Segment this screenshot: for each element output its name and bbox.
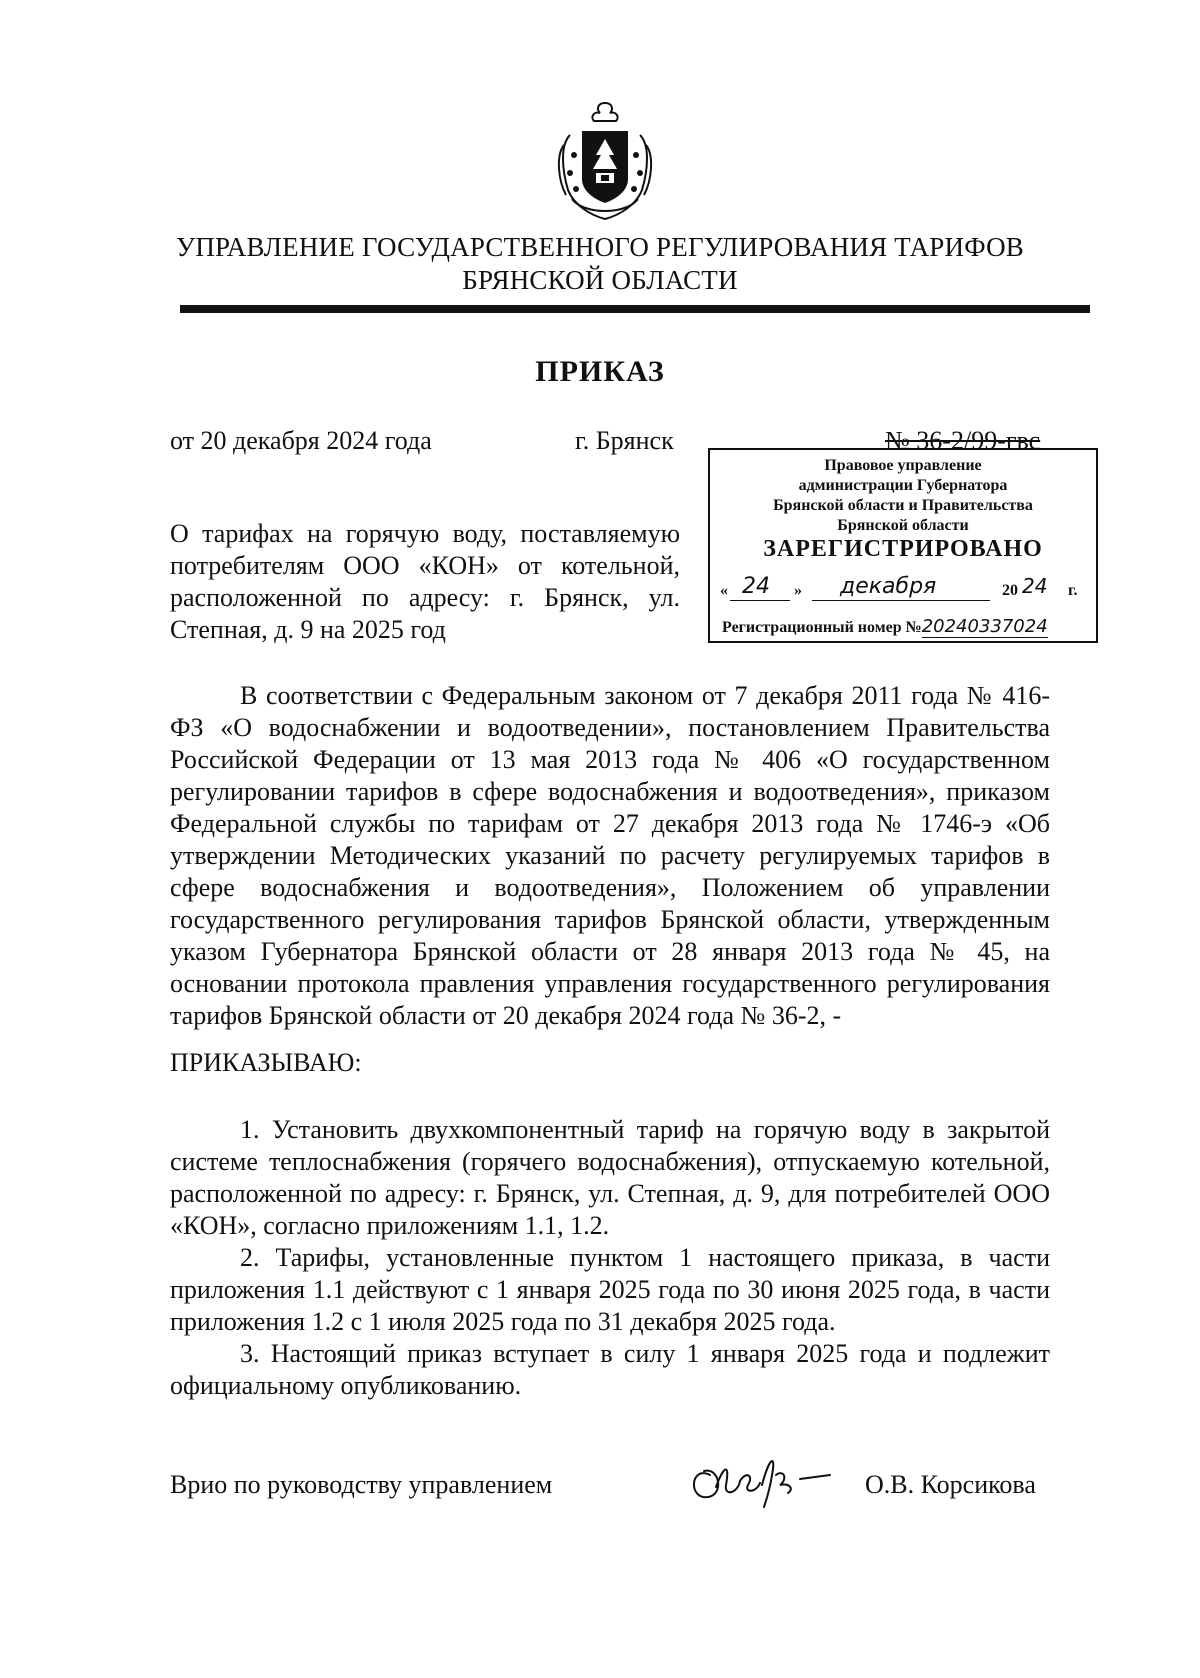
- handwritten-signature: [680, 1445, 850, 1515]
- org-name-line1: УПРАВЛЕНИЕ ГОСУДАРСТВЕННОГО РЕГУЛИРОВАНИЯ ТАРИФОВ: [176, 232, 1024, 262]
- signatory-position: Врио по руководству управлением: [170, 1470, 553, 1499]
- org-name-line2: БРЯНСКОЙ ОБЛАСТИ: [462, 265, 738, 295]
- stamp-year-suffix: 24: [1022, 574, 1048, 598]
- order-items: [170, 1114, 1050, 1402]
- order-item: 2. Тарифы, установленные пунктом 1 настоящего приказа, в части приложения 1.1 действуют с 1 января 2025 года по 30 июня 2025 года, в части приложения 1.2 с 1 июля 2025 года по 31 декабря 2025 года.: [170, 1243, 1050, 1336]
- document-date: от 20 декабря 2024 года: [170, 426, 432, 455]
- stamp-line4: Брянской области: [837, 517, 969, 534]
- order-word: ПРИКАЗЫВАЮ:: [170, 1048, 362, 1077]
- stamp-year-prefix: 20: [1002, 582, 1018, 599]
- stamp-regnum: 20240337024: [921, 616, 1048, 637]
- stamp-regnum-row: [722, 616, 1092, 637]
- preamble-paragraph: В соответствии с Федеральным законом от 7 декабря 2011 года № 416-ФЗ «О водоснабжении и водоотведении», постановлением Правительства Российской Федерации от 13 мая 2013 года № 406 «О государственном регулировании тарифов в сфере водоснабжения и водоотведения», приказом Федеральной службы по тарифам от 27 декабря 2013 года № 1746-э «Об утверждении Методических указаний по расчету регулируемых тарифов в сфере водоснабжения и водоотведения», Положением об управлении государственного регулирования тарифов Брянской области, утвержденным указом Губернатора Брянской области от 28 января 2013 года № 45, на основании протокола правления управления государственного регулирования тарифов Брянской области от 20 декабря 2024 года № 36-2, -: [170, 681, 1050, 1030]
- document-title: ПРИКАЗ: [535, 355, 665, 388]
- stamp-year-unit: г.: [1068, 582, 1078, 599]
- stamp-line1: Правовое управление: [824, 457, 982, 474]
- stamp-line2: администрации Губернатора: [798, 477, 1008, 494]
- header-divider: [180, 305, 1090, 313]
- stamp-line3: Брянской области и Правительства: [773, 497, 1033, 514]
- stamp-day: 24: [742, 574, 770, 599]
- stamp-month: декабря: [840, 574, 937, 599]
- order-item: 1. Установить двухкомпонентный тариф на горячую воду в закрытой системе теплоснабжения (горячего водоснабжения), отпускаемую котельной, расположенной по адресу: г. Брянск, ул. Степная, д. 9, для потребителей ООО «КОН», согласно приложениям 1.1, 1.2.: [170, 1115, 1050, 1240]
- order-item: 3. Настоящий приказ вступает в силу 1 января 2025 года и подлежит официальному опубликованию.: [170, 1339, 1050, 1400]
- stamp-registered: ЗАРЕГИСТРИРОВАНО: [763, 536, 1043, 562]
- document-city: г. Брянск: [575, 426, 674, 455]
- signatory-name: О.В. Корсикова: [865, 1470, 1036, 1499]
- stamp-regnum-label: Регистрационный номер №: [722, 619, 922, 636]
- document-number: № 36-2/99-гвс: [885, 426, 1041, 455]
- stamp-date: « 24 » декабря 20 24 г.: [720, 574, 1078, 599]
- coat-of-arms-icon: [550, 95, 660, 225]
- document-subject: О тарифах на горячую воду, поставляемую потребителям ООО «КОН» от котельной, расположенной по адресу: г. Брянск, ул. Степная, д. 9 на 2025 год: [170, 519, 680, 644]
- registration-stamp: [708, 448, 1098, 643]
